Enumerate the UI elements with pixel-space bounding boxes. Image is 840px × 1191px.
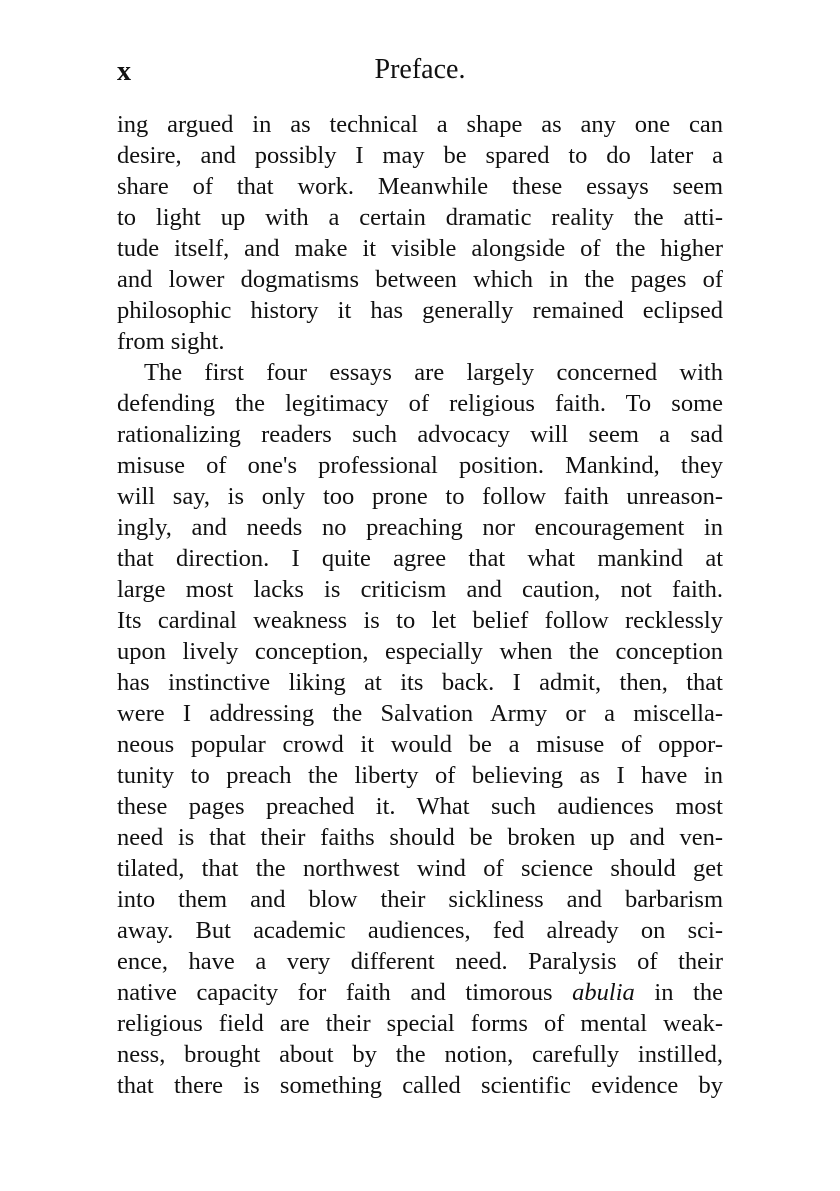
text-line: ingly, and needs no preaching nor encouragement in: [117, 514, 723, 541]
text-line: rationalizing readers such advocacy will seem a sad: [117, 421, 723, 448]
text-line: Its cardinal weakness is to let belief follow recklessly: [117, 607, 723, 634]
text-line: ence, have a very different need. Paralysis of their: [117, 948, 723, 975]
text-line: into them and blow their sickliness and barbarism: [117, 886, 723, 913]
body-text: [117, 109, 723, 1101]
text-line: religious field are their special forms of mental weak-: [117, 1010, 723, 1037]
text-line: large most lacks is criticism and caution, not faith.: [117, 576, 723, 603]
text-line: The first four essays are largely concerned with: [144, 359, 723, 386]
text-line: and lower dogmatisms between which in the pages of: [117, 266, 723, 293]
text-line: need is that their faiths should be broken up and ven-: [117, 824, 723, 851]
text-line: share of that work. Meanwhile these essays seem: [117, 173, 723, 200]
text-line-with-italic: [117, 977, 723, 1008]
text-line: tunity to preach the liberty of believing as I have in: [117, 762, 723, 789]
text-line: defending the legitimacy of religious faith. To some: [117, 390, 723, 417]
text-line: ing argued in as technical a shape as any one can: [117, 111, 723, 138]
running-head: [117, 52, 723, 92]
text-line: that there is something called scientific evidence by: [117, 1072, 723, 1099]
text-line: desire, and possibly I may be spared to do later a: [117, 142, 723, 169]
text-line: will say, is only too prone to follow faith unreason-: [117, 483, 723, 510]
page-number: x: [117, 56, 132, 87]
text-line: neous popular crowd it would be a misuse of oppor-: [117, 731, 723, 758]
text-line: that direction. I quite agree that what mankind at: [117, 545, 723, 572]
text-line: upon lively conception, especially when the conception: [117, 638, 723, 665]
text-line: philosophic history it has generally remained eclipsed: [117, 297, 723, 324]
text-line: away. But academic audiences, fed already on sci-: [117, 917, 723, 944]
text-line: ness, brought about by the notion, carefully instilled,: [117, 1041, 723, 1068]
text-line: from sight.: [117, 328, 225, 355]
line-text-after: in the: [634, 979, 723, 1006]
text-line: were I addressing the Salvation Army or a miscella-: [117, 700, 723, 727]
text-line: misuse of one's professional position. Mankind, they: [117, 452, 723, 479]
paragraph-2: [117, 357, 723, 1101]
line-text-before: native capacity for faith and timorous: [117, 979, 573, 1006]
text-line: tude itself, and make it visible alongside of the higher: [117, 235, 723, 262]
paragraph-1: [117, 109, 723, 357]
text-line: these pages preached it. What such audiences most: [117, 793, 723, 820]
text-line: to light up with a certain dramatic reality the atti-: [117, 204, 723, 231]
italic-term: abulia: [572, 979, 635, 1006]
text-line: has instinctive liking at its back. I admit, then, that: [117, 669, 723, 696]
text-line: tilated, that the northwest wind of science should get: [117, 855, 723, 882]
running-head-title: Preface.: [374, 54, 466, 85]
